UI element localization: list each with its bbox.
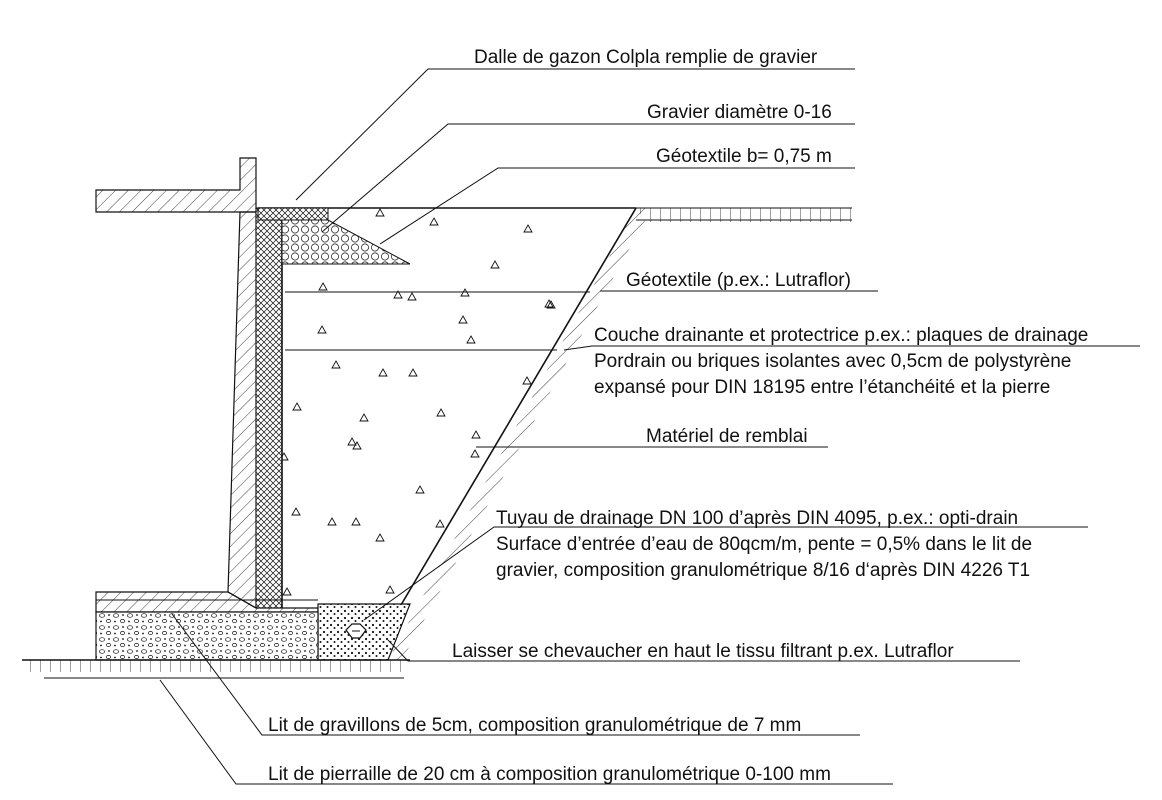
label-drain-pipe-2: Surface d’entrée d’eau de 80qcm/m, pente = 0,5% dans le lit de <box>496 534 1033 555</box>
label-gravel: Gravier diamètre 0-16 <box>647 102 832 123</box>
label-backfill: Matériel de remblai <box>646 426 808 447</box>
backfill-grain <box>352 518 360 525</box>
retaining-wall-stem <box>228 212 256 608</box>
backfill-grain <box>318 326 326 333</box>
label-drainage-layer-3: expansé pour DIN 18195 entre l’étanchéité et la pierre <box>594 377 1051 398</box>
backfill-grain <box>319 283 327 290</box>
backfill-grain <box>360 414 368 421</box>
label-lawn-slab: Dalle de gazon Colpla remplie de gravier <box>474 47 818 68</box>
backfill-grain <box>545 300 553 307</box>
backfill-grain <box>386 586 394 593</box>
backfill-grain <box>353 442 361 449</box>
gravel-wedge <box>282 220 410 264</box>
backfill-grain <box>471 450 479 457</box>
backfill-grain <box>467 336 475 343</box>
backfill-grain <box>430 218 438 225</box>
backfill-grain <box>328 518 336 525</box>
backfill-grain <box>408 293 416 300</box>
backfill-grain <box>459 316 467 323</box>
label-filter-overlap: Laisser se chevaucher en haut le tissu filtrant p.ex. Lutraflor <box>452 641 954 662</box>
backfill-grain <box>416 486 424 493</box>
lawn-slab <box>258 208 328 220</box>
drainage-protection-layer <box>256 208 282 608</box>
label-pebble-bed: Lit de pierraille de 20 cm à composition granulométrique 0-100 mm <box>268 764 831 785</box>
label-drain-pipe-1: Tuyau de drainage DN 100 d’après DIN 4095, p.ex.: opti-drain <box>496 508 1019 529</box>
base-ground <box>22 660 410 678</box>
label-drainage-layer-1: Couche drainante et protectrice p.ex.: plaques de drainage <box>594 325 1089 346</box>
pebble-bed <box>96 612 318 660</box>
wall-top-slab <box>96 158 256 212</box>
label-geotextile-width: Géotextile b= 0,75 m <box>656 146 832 167</box>
backfill-grain <box>376 534 384 541</box>
backfill-grain <box>332 361 340 368</box>
backfill-grain <box>293 403 301 410</box>
backfill-grain <box>409 369 417 376</box>
backfill-grain <box>376 209 384 216</box>
backfill-grain <box>283 588 291 595</box>
backfill-grain <box>472 431 480 438</box>
backfill-grain <box>523 377 531 384</box>
label-drain-pipe-3: gravier, composition granulométrique 8/16 d‘après DIN 4226 T1 <box>496 560 1031 581</box>
backfill-grain <box>292 508 300 515</box>
backfill-grain <box>524 225 532 232</box>
backfill-grain <box>379 369 387 376</box>
callout-labels <box>268 47 1088 785</box>
backfill-grain <box>348 438 356 445</box>
backfill-grain <box>491 261 499 268</box>
backfill-grain <box>436 520 444 527</box>
label-gravel-bed: Lit de gravillons de 5cm, composition granulométrique de 7 mm <box>268 715 802 736</box>
backfill-grain <box>437 409 445 416</box>
label-drainage-layer-2: Pordrain ou briques isolantes avec 0,5cm de polystyrène <box>594 351 1072 372</box>
label-geotextile-lutraflor: Géotextile (p.ex.: Lutraflor) <box>626 270 851 291</box>
